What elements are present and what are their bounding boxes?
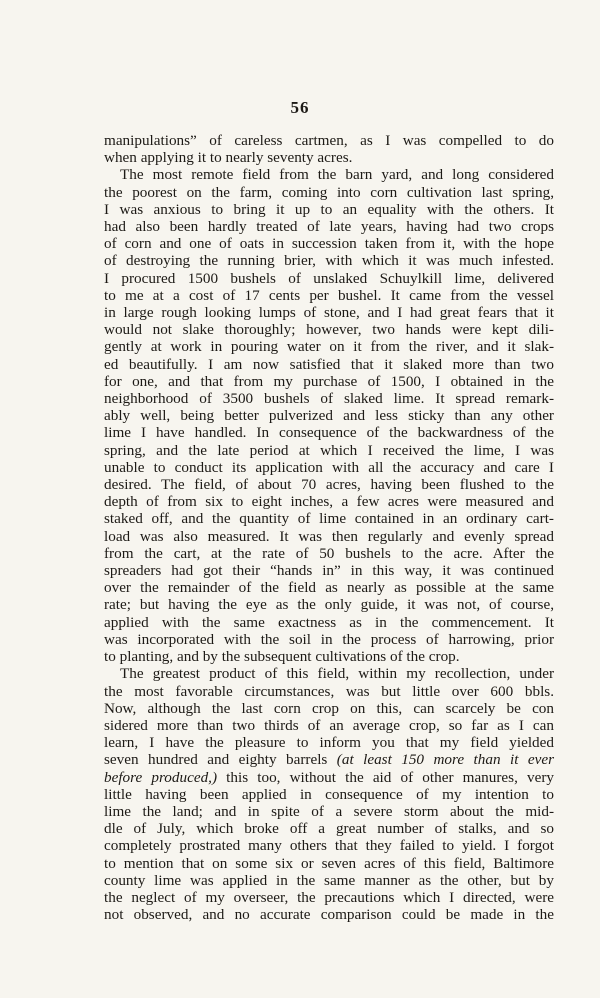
text-line: Now, although the last corn crop on this, can scarcely be con bbox=[104, 699, 554, 717]
text-line: of destroying the running brier, with which it was much infested. bbox=[104, 252, 554, 270]
text-line bbox=[104, 769, 554, 786]
text-line bbox=[104, 751, 554, 768]
text-line: load was also measured. It was then regularly and evenly spread bbox=[104, 527, 554, 545]
text-line: the neglect of my overseer, the precautions which I directed, were bbox=[104, 888, 554, 906]
text-segment: this too, without the aid of other manures, very bbox=[226, 768, 555, 786]
text-line: staked off, and the quantity of lime contained in an ordinary cart- bbox=[104, 510, 554, 528]
text-line: lime I have handled. In consequence of the backwardness of the bbox=[104, 424, 554, 442]
body-text bbox=[104, 132, 554, 923]
text-segment: seven hundred and eighty barrels bbox=[104, 751, 328, 769]
text-line: little having been applied in consequence of my intention to bbox=[104, 785, 554, 803]
text-line: to me at a cost of 17 cents per bushel. It came from the vessel bbox=[104, 286, 554, 304]
text-line: neighborhood of 3500 bushels of slaked lime. It spread remark- bbox=[104, 390, 554, 408]
page-number: 56 bbox=[290, 98, 310, 117]
text-line: rate; but having the eye as the only guide, it was not, of course, bbox=[104, 596, 554, 614]
text-line: desired. The field, of about 70 acres, having been flushed to the bbox=[104, 476, 554, 494]
text-line: manipulations” of careless cartmen, as I was compelled to do bbox=[104, 132, 554, 149]
text-line: to planting, and by the subsequent cultivations of the crop. bbox=[104, 648, 460, 666]
italic-emphasis: before produced,) bbox=[104, 768, 218, 786]
text-line: in large rough looking lumps of stone, and I had great fears that it bbox=[104, 304, 554, 322]
text-line: of corn and one of oats in succession taken from it, with the hope bbox=[104, 235, 554, 253]
text-line: sidered more than two thirds of an average crop, so far as I can bbox=[104, 716, 554, 734]
text-line: I procured 1500 bushels of unslaked Schuylkill lime, delivered bbox=[104, 269, 554, 287]
text-line: when applying it to nearly seventy acres. bbox=[104, 149, 353, 167]
text-line: ably well, being better pulverized and less sticky than any other bbox=[104, 407, 554, 425]
text-line: ed beautifully. I am now satisfied that it slaked more than two bbox=[104, 355, 554, 373]
italic-emphasis: (at least 150 more than it ever bbox=[336, 751, 555, 769]
text-line: spring, and the late period at which I received the lime, I was bbox=[104, 441, 554, 459]
text-line: The greatest product of this field, within my recollection, under bbox=[120, 665, 554, 683]
text-line: depth of from six to eight inches, a few acres were measured and bbox=[104, 493, 554, 511]
text-line: applied with the same exactness as in the commencement. It bbox=[104, 613, 554, 631]
text-line: not observed, and no accurate comparison could be made in the bbox=[104, 906, 554, 924]
text-line: learn, I have the pleasure to inform you that my field yielded bbox=[104, 734, 554, 752]
text-line: to mention that on some six or seven acres of this field, Baltimore bbox=[104, 854, 554, 872]
text-line: dle of July, which broke off a great number of stalks, and so bbox=[104, 820, 554, 838]
text-line: the poorest on the farm, coming into corn cultivation last spring, bbox=[104, 183, 554, 201]
text-line: lime the land; and in spite of a severe storm about the mid- bbox=[104, 802, 554, 820]
text-line: gently at work in pouring water on it from the river, and it slak- bbox=[104, 338, 554, 356]
text-line: from the cart, at the rate of 50 bushels to the acre. After the bbox=[104, 544, 554, 562]
text-line: the most favorable circumstances, was but little over 600 bbls. bbox=[104, 682, 554, 700]
text-line: I was anxious to bring it up to an equality with the others. It bbox=[104, 200, 554, 218]
text-line: over the remainder of the field as nearly as possible at the same bbox=[104, 579, 554, 597]
text-line: was incorporated with the soil in the process of harrowing, prior bbox=[104, 630, 554, 648]
text-line: had also been hardly treated of late years, having had two crops bbox=[104, 218, 554, 236]
text-line: unable to conduct its application with all the accuracy and care I bbox=[104, 458, 554, 476]
text-line: county lime was applied in the same manner as the other, but by bbox=[104, 871, 554, 889]
text-line: spreaders had got their “hands in” in this way, it was continued bbox=[104, 562, 554, 580]
text-line: for one, and that from my purchase of 1500, I obtained in the bbox=[104, 372, 554, 390]
text-line: completely prostrated many others that they failed to yield. I forgot bbox=[104, 837, 554, 855]
text-line: would not slake thoroughly; however, two hands were kept dili- bbox=[104, 321, 554, 339]
text-line: The most remote field from the barn yard, and long considered bbox=[120, 166, 554, 184]
